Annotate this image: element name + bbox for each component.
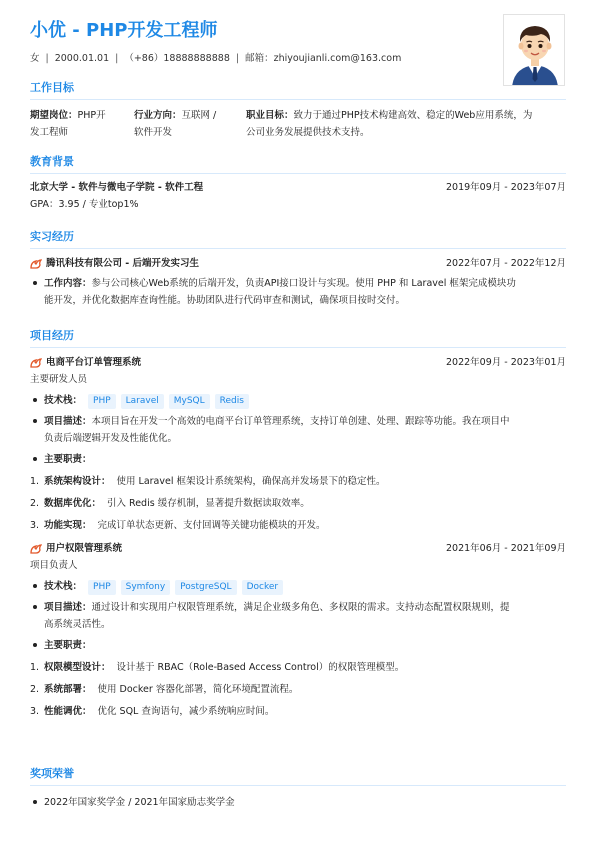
section-title-education: 教育背景 (30, 154, 566, 174)
tag-php: PHP (88, 580, 116, 595)
project2-duty-2: 2. 系统部署： 使用 Docker 容器化部署，简化环境配置流程。 (30, 684, 299, 695)
project1-duties-heading: 主要职责： (30, 451, 566, 468)
project1-stack: 技术栈： PHP Laravel MySQL Redis (30, 392, 566, 409)
tag-redis: Redis (215, 394, 249, 409)
section-internship (30, 229, 566, 309)
section-education (30, 154, 566, 213)
section-projects (30, 328, 566, 720)
goal-industry: 行业方向：互联网 / 软件开发 (134, 110, 217, 138)
phone: （+86）18888888888 (124, 53, 230, 64)
tag-symfony: Symfony (121, 580, 171, 595)
project1-row (30, 355, 566, 371)
project1-duty-2: 2. 数据库优化： 引入 Redis 缓存机制，显著提升数据读取效率。 (30, 498, 310, 509)
project2-row (30, 541, 566, 557)
education-date: 2019年09月 - 2023年07月 (446, 182, 566, 193)
flame-icon (30, 358, 42, 368)
project2-duty-3: 3. 性能调优： 优化 SQL 查询语句，减少系统响应时间。 (30, 706, 275, 717)
project1-desc: 项目描述：本项目旨在开发一个高效的电商平台订单管理系统，支持订单创建、处理、跟踪等功能。我在项目中 负责后端逻辑开发及性能优化。 (30, 413, 566, 447)
resume-header (30, 18, 500, 64)
section-title-awards: 奖项荣誉 (30, 766, 566, 786)
resume-name: 小优 - PHP开发工程师 (30, 20, 218, 41)
email: 邮箱：zhiyoujianli.com@163.com (245, 53, 402, 64)
project1-role: 主要研发人员 (30, 374, 88, 385)
tag-laravel: Laravel (121, 394, 164, 409)
flame-icon (30, 544, 42, 554)
birth-date: 2000.01.01 (54, 53, 110, 64)
avatar-illustration-icon (504, 15, 565, 86)
tag-php: PHP (88, 394, 116, 409)
section-goal (30, 80, 566, 141)
internship-date: 2022年07月 - 2022年12月 (446, 258, 566, 269)
section-title-internship: 实习经历 (30, 229, 566, 249)
project2-role: 项目负责人 (30, 560, 78, 571)
gender: 女 (30, 53, 40, 64)
project2-duties-heading: 主要职责： (30, 637, 566, 654)
internship-company: 腾讯科技有限公司 - 后端开发实习生 (46, 258, 200, 269)
project2-desc: 项目描述：通过设计和实现用户权限管理系统，满足企业级多角色、多权限的需求。支持动态配置权限规则，提 高系统灵活性。 (30, 599, 566, 633)
education-school: 北京大学 - 软件与微电子学院 - 软件工程 (30, 182, 204, 193)
internship-content: 工作内容：参与公司核心Web系统的后端开发，负责API接口设计与实现。使用 PHP 和 Laravel 框架完成模块功 能开发，并优化数据库查询性能。协助团队进行代码审查和测试，确保项目按时交付。 (30, 275, 566, 309)
project2-stack: 技术栈： PHP Symfony PostgreSQL Docker (30, 578, 566, 595)
tag-docker: Docker (242, 580, 284, 595)
project2-name: 用户权限管理系统 (46, 543, 123, 554)
project1-name: 电商平台订单管理系统 (46, 357, 142, 368)
goal-position: 期望岗位：PHP开 发工程师 (30, 110, 106, 138)
section-awards (30, 766, 566, 811)
project1-date: 2022年09月 - 2023年01月 (446, 357, 566, 368)
contact-line: 女 | 2000.01.01 | （+86）18888888888 | 邮箱：zhiyoujianli.com@163.com (30, 53, 402, 64)
education-row (30, 180, 566, 196)
section-title-projects: 项目经历 (30, 328, 566, 348)
flame-icon (30, 259, 42, 269)
project1-duty-1: 1. 系统架构设计： 使用 Laravel 框架设计系统架构，确保高并发场景下的稳定性。 (30, 476, 386, 487)
education-gpa: GPA：3.95 / 专业top1% (30, 199, 139, 210)
section-title-goal: 工作目标 (30, 80, 566, 100)
avatar (503, 14, 565, 86)
goal-target: 职业目标：致力于通过PHP技术构建高效、稳定的Web应用系统，为 公司业务发展提供技术支持。 (246, 110, 533, 138)
project2-duty-1: 1. 权限模型设计： 设计基于 RBAC（Role-Based Access Control）的权限管理模型。 (30, 662, 405, 673)
award-item: 2022年国家奖学金 / 2021年国家励志奖学金 (30, 794, 566, 811)
tag-mysql: MySQL (169, 394, 210, 409)
project1-duty-3: 3. 功能实现： 完成订单状态更新、支付回调等关键功能模块的开发。 (30, 520, 326, 531)
internship-row (30, 256, 566, 272)
goal-row (30, 107, 566, 141)
tag-postgresql: PostgreSQL (175, 580, 236, 595)
project2-date: 2021年06月 - 2021年09月 (446, 543, 566, 554)
